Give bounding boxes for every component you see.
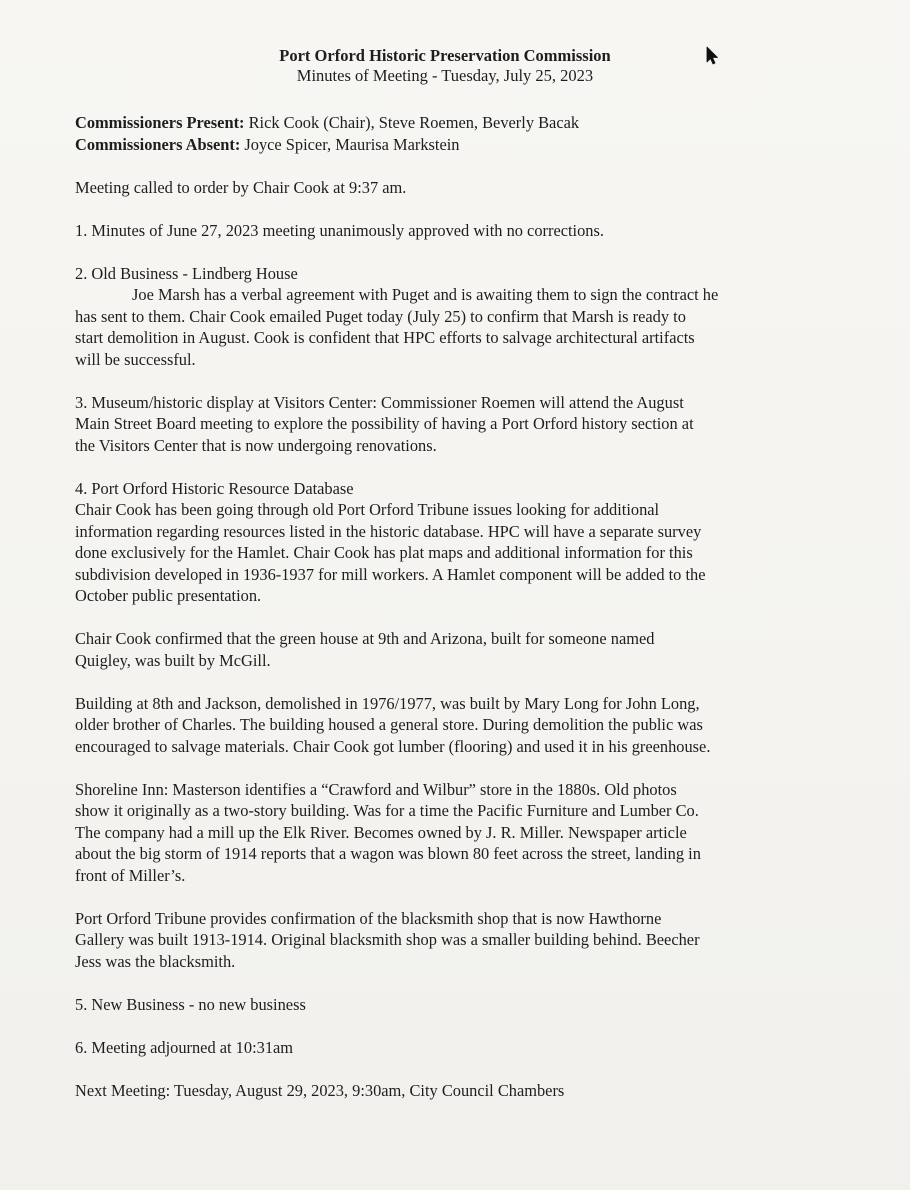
item-2-heading: 2. Old Business - Lindberg House (75, 263, 298, 283)
item-4-line: information regarding resources listed in the historic database. HPC will have a separate survey (75, 521, 702, 541)
item-4-heading: 4. Port Orford Historic Resource Database (75, 478, 354, 498)
green-house-paragraph: Chair Cook confirmed that the green house at 9th and Arizona, built for someone named Quigley, was built by McGill. (75, 629, 655, 670)
item-2-old-business (75, 263, 825, 371)
item-2-line: has sent to them. Chair Cook emailed Puget today (July 25) to confirm that Marsh is ready to (75, 306, 686, 326)
next-meeting: Next Meeting: Tuesday, August 29, 2023, 9:30am, City Council Chambers (75, 1080, 565, 1100)
shoreline-inn-paragraph: Shoreline Inn: Masterson identifies a “Crawford and Wilbur” store in the 1880s. Old photos show it originally as a two-story building. Was for a time the Pacific Furniture and Lumber Co. The company had a mill up the Elk River. Becomes owned by J. R. Miller. Newspaper article about the big storm of 1914 reports that a wagon was blown 80 feet across the street, landing in front of Miller’s. (75, 779, 701, 885)
absent-label: Commissioners Absent: (75, 134, 241, 154)
document-title: Port Orford Historic Preservation Commission (279, 46, 611, 65)
blacksmith-paragraph: Port Orford Tribune provides confirmation of the blacksmith shop that is now Hawthorne Gallery was built 1913-1914. Original blacksmith shop was a smaller building behind. Beecher Jess was the blacksmith. (75, 908, 700, 971)
present-label: Commissioners Present: (75, 113, 245, 132)
item-4-line: subdivision developed in 1936-1937 for mill workers. A Hamlet component will be added to the (75, 564, 706, 584)
item-2-line: Joe Marsh has a verbal agreement with Puget and is awaiting them to sign the contract he (132, 285, 719, 304)
item-4-line: October public presentation. (75, 586, 262, 605)
item-3-line: Main Street Board meeting to explore the possibility of having a Port Orford history section at (75, 414, 694, 433)
absent-line (75, 134, 825, 156)
document-subtitle: Minutes of Meeting - Tuesday, July 25, 2023 (296, 66, 594, 85)
item-3-line: 3. Museum/historic display at Visitors Center: Commissioner Roemen will attend the August (75, 392, 684, 412)
jackson-building-paragraph: Building at 8th and Jackson, demolished in 1976/1977, was built by Mary Long for John Long, older brother of Charles. The building housed a general store. During demolition the public was encouraged to salvage materials. Chair Cook got lumber (flooring) and used it in his greenhouse. (75, 693, 711, 756)
mouse-pointer-icon (706, 46, 720, 66)
document-header (0, 46, 890, 86)
item-6-adjournment: 6. Meeting adjourned at 10:31am (75, 1037, 294, 1057)
item-2-line: will be successful. (75, 349, 196, 369)
minutes-body (75, 112, 825, 1123)
item-3-line: the Visitors Center that is now undergoing renovations. (75, 435, 437, 455)
item-4-resource-database (75, 478, 825, 607)
call-to-order: Meeting called to order by Chair Cook at 9:37 am. (75, 177, 407, 197)
item-4-line: done exclusively for the Hamlet. Chair Cook has plat maps and additional information for this (75, 543, 693, 562)
item-4-line: Chair Cook has been going through old Port Orford Tribune issues looking for additional (75, 500, 660, 519)
present-names: Rick Cook (Chair), Steve Roemen, Beverly Bacak (244, 113, 580, 132)
absent-names: Joyce Spicer, Maurisa Markstein (240, 134, 460, 154)
item-3-museum-display (75, 392, 825, 457)
present-line (75, 112, 825, 134)
attendance-section (75, 112, 825, 155)
item-1-minutes-approval: 1. Minutes of June 27, 2023 meeting unanimously approved with no corrections. (75, 220, 604, 240)
item-2-line: start demolition in August. Cook is confident that HPC efforts to salvage architectural artifacts (75, 328, 695, 347)
item-5-new-business: 5. New Business - no new business (75, 994, 306, 1014)
